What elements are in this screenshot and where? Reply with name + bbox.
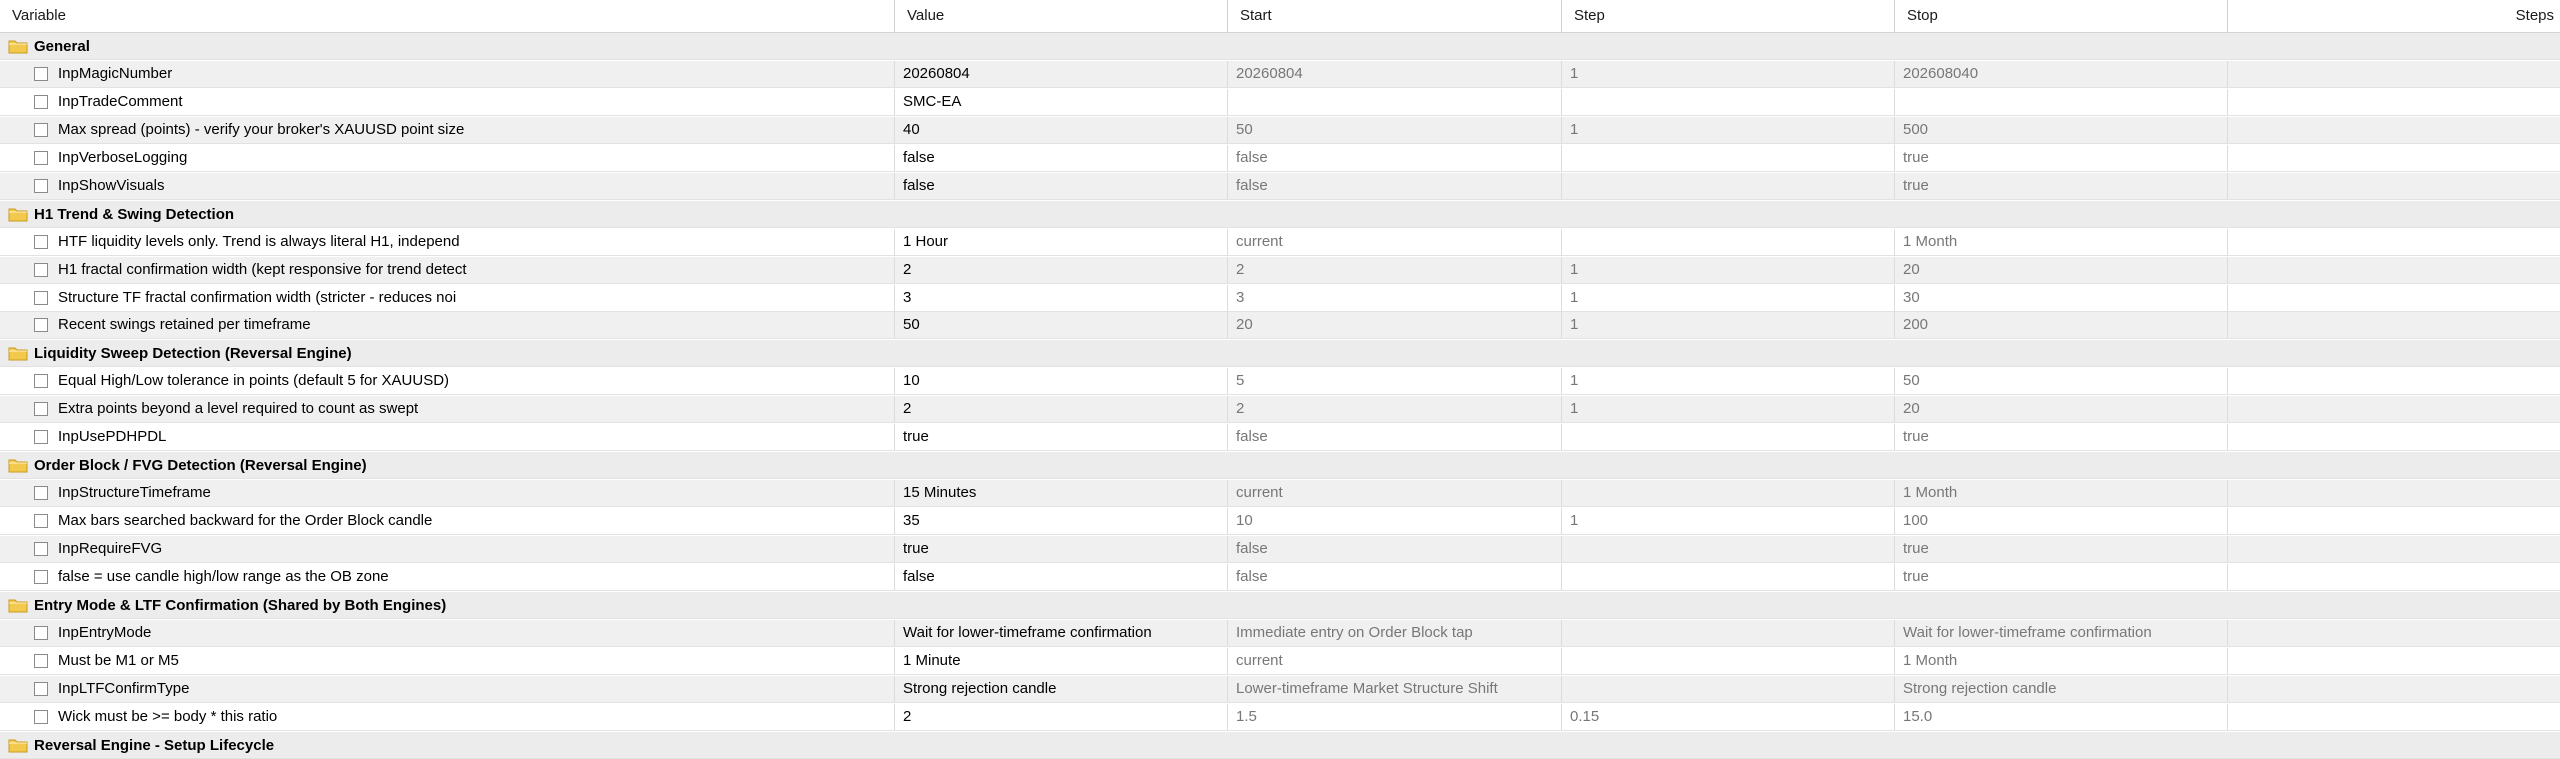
- steps-cell[interactable]: [2228, 173, 2560, 199]
- value-cell[interactable]: 3: [895, 285, 1228, 311]
- start-cell[interactable]: false: [1228, 424, 1562, 450]
- variable-name: Equal High/Low tolerance in points (default 5 for XAUUSD): [58, 372, 450, 389]
- column-header-variable[interactable]: Variable: [0, 0, 895, 32]
- variable-name: H1 fractal confirmation width (kept responsive for trend detect: [58, 261, 467, 278]
- optimize-checkbox[interactable]: [34, 514, 48, 528]
- value-cell[interactable]: 2: [895, 257, 1228, 283]
- column-header-stop[interactable]: Stop: [1895, 0, 2228, 32]
- parameter-row[interactable]: [0, 229, 2560, 256]
- steps-cell[interactable]: [2228, 61, 2560, 87]
- parameter-row[interactable]: [0, 620, 2560, 647]
- group-row[interactable]: [0, 732, 2560, 759]
- value-cell[interactable]: 35: [895, 508, 1228, 534]
- variable-cell: [0, 285, 895, 311]
- value-cell[interactable]: Strong rejection candle: [895, 676, 1228, 702]
- steps-cell[interactable]: [2228, 676, 2560, 702]
- steps-cell[interactable]: [2228, 257, 2560, 283]
- steps-cell[interactable]: [2228, 480, 2560, 506]
- value-cell[interactable]: 50: [895, 312, 1228, 338]
- steps-cell[interactable]: [2228, 89, 2560, 115]
- step-cell[interactable]: [1562, 564, 1895, 590]
- optimize-checkbox[interactable]: [34, 402, 48, 416]
- start-cell[interactable]: 20260804: [1228, 61, 1562, 87]
- variable-name: InpEntryMode: [58, 624, 152, 641]
- steps-cell[interactable]: [2228, 564, 2560, 590]
- variable-cell: [0, 704, 895, 730]
- group-title: H1 Trend & Swing Detection: [34, 206, 235, 223]
- step-cell[interactable]: 1: [1562, 117, 1895, 143]
- column-header-value[interactable]: Value: [895, 0, 1228, 32]
- parameter-row[interactable]: [0, 312, 2560, 339]
- value-cell[interactable]: 1 Hour: [895, 229, 1228, 255]
- stop-cell[interactable]: Strong rejection candle: [1895, 676, 2228, 702]
- start-cell[interactable]: false: [1228, 173, 1562, 199]
- value-cell[interactable]: Wait for lower-timeframe confirmation: [895, 620, 1228, 646]
- variable-cell: [0, 480, 895, 506]
- step-cell[interactable]: 1: [1562, 396, 1895, 422]
- variable-name: InpStructureTimeframe: [58, 484, 211, 501]
- value-cell[interactable]: 1 Minute: [895, 648, 1228, 674]
- optimize-checkbox[interactable]: [34, 682, 48, 696]
- variable-name: Max spread (points) - verify your broker's XAUUSD point size: [58, 121, 465, 138]
- step-cell[interactable]: 1: [1562, 257, 1895, 283]
- start-cell[interactable]: 5: [1228, 368, 1562, 394]
- step-cell[interactable]: [1562, 480, 1895, 506]
- folder-icon: [8, 39, 28, 54]
- optimize-checkbox[interactable]: [34, 570, 48, 584]
- start-cell[interactable]: 1.5: [1228, 704, 1562, 730]
- variable-name: Must be M1 or M5: [58, 652, 179, 669]
- stop-cell[interactable]: 1 Month: [1895, 648, 2228, 674]
- step-cell[interactable]: [1562, 676, 1895, 702]
- group-title: Order Block / FVG Detection (Reversal Engine): [34, 457, 367, 474]
- parameter-row[interactable]: [0, 368, 2560, 395]
- optimize-checkbox[interactable]: [34, 291, 48, 305]
- stop-cell[interactable]: true: [1895, 424, 2228, 450]
- variable-name: Max bars searched backward for the Order Block candle: [58, 512, 433, 529]
- steps-cell[interactable]: [2228, 704, 2560, 730]
- steps-cell[interactable]: [2228, 285, 2560, 311]
- optimize-checkbox[interactable]: [34, 151, 48, 165]
- stop-cell[interactable]: true: [1895, 173, 2228, 199]
- folder-icon: [8, 458, 28, 473]
- optimize-checkbox[interactable]: [34, 318, 48, 332]
- parameter-row[interactable]: [0, 257, 2560, 284]
- stop-cell[interactable]: 100: [1895, 508, 2228, 534]
- steps-cell[interactable]: [2228, 117, 2560, 143]
- variable-name: InpRequireFVG: [58, 540, 163, 557]
- variable-cell: [0, 564, 895, 590]
- optimize-checkbox[interactable]: [34, 67, 48, 81]
- variable-name: InpTradeComment: [58, 93, 183, 110]
- step-cell[interactable]: [1562, 173, 1895, 199]
- value-cell[interactable]: 15 Minutes: [895, 480, 1228, 506]
- stop-cell[interactable]: true: [1895, 564, 2228, 590]
- step-cell[interactable]: [1562, 145, 1895, 171]
- parameter-row[interactable]: [0, 396, 2560, 423]
- steps-cell[interactable]: [2228, 145, 2560, 171]
- parameter-row[interactable]: [0, 536, 2560, 563]
- variable-cell: [0, 117, 895, 143]
- stop-cell[interactable]: [1895, 89, 2228, 115]
- optimize-checkbox[interactable]: [34, 626, 48, 640]
- folder-icon: [8, 738, 28, 753]
- steps-cell[interactable]: [2228, 508, 2560, 534]
- stop-cell[interactable]: 1 Month: [1895, 229, 2228, 255]
- start-cell[interactable]: 2: [1228, 257, 1562, 283]
- step-cell[interactable]: 1: [1562, 368, 1895, 394]
- steps-cell[interactable]: [2228, 424, 2560, 450]
- folder-icon: [8, 598, 28, 613]
- steps-cell[interactable]: [2228, 620, 2560, 646]
- variable-cell: [0, 145, 895, 171]
- step-cell[interactable]: 1: [1562, 285, 1895, 311]
- stop-cell[interactable]: Wait for lower-timeframe confirmation: [1895, 620, 2228, 646]
- variable-name: InpMagicNumber: [58, 65, 173, 82]
- group-row[interactable]: [0, 33, 2560, 60]
- start-cell[interactable]: current: [1228, 648, 1562, 674]
- optimize-checkbox[interactable]: [34, 263, 48, 277]
- optimize-checkbox[interactable]: [34, 95, 48, 109]
- variable-name: false = use candle high/low range as the OB zone: [58, 568, 389, 585]
- value-cell[interactable]: 2: [895, 396, 1228, 422]
- variable-name: Wick must be >= body * this ratio: [58, 708, 278, 725]
- optimize-checkbox[interactable]: [34, 374, 48, 388]
- stop-cell[interactable]: 30: [1895, 285, 2228, 311]
- step-cell[interactable]: [1562, 424, 1895, 450]
- variable-name: InpUsePDHPDL: [58, 428, 167, 445]
- stop-cell[interactable]: 15.0: [1895, 704, 2228, 730]
- start-cell[interactable]: [1228, 89, 1562, 115]
- value-cell[interactable]: true: [895, 536, 1228, 562]
- variable-cell: [0, 61, 895, 87]
- variable-cell: [0, 89, 895, 115]
- variable-name: HTF liquidity levels only. Trend is always literal H1, independ: [58, 233, 460, 250]
- variable-name: InpShowVisuals: [58, 177, 165, 194]
- start-cell[interactable]: 10: [1228, 508, 1562, 534]
- stop-cell[interactable]: 50: [1895, 368, 2228, 394]
- step-cell[interactable]: 1: [1562, 61, 1895, 87]
- steps-cell[interactable]: [2228, 536, 2560, 562]
- value-cell[interactable]: SMC-EA: [895, 89, 1228, 115]
- group-row[interactable]: [0, 201, 2560, 228]
- parameter-row[interactable]: [0, 480, 2560, 507]
- stop-cell[interactable]: 1 Month: [1895, 480, 2228, 506]
- step-cell[interactable]: [1562, 648, 1895, 674]
- start-cell[interactable]: false: [1228, 536, 1562, 562]
- parameter-row[interactable]: [0, 508, 2560, 535]
- column-header-steps[interactable]: Steps: [2515, 7, 2554, 24]
- optimize-checkbox[interactable]: [34, 710, 48, 724]
- value-cell[interactable]: 40: [895, 117, 1228, 143]
- variable-cell: [0, 257, 895, 283]
- group-title: Entry Mode & LTF Confirmation (Shared by Both Engines): [34, 597, 447, 614]
- variable-cell: [0, 396, 895, 422]
- stop-cell[interactable]: true: [1895, 145, 2228, 171]
- parameter-row[interactable]: [0, 173, 2560, 200]
- optimize-checkbox[interactable]: [34, 123, 48, 137]
- variable-cell: [0, 508, 895, 534]
- variable-name: Recent swings retained per timeframe: [58, 316, 311, 333]
- group-title: Reversal Engine - Setup Lifecycle: [34, 737, 275, 754]
- start-cell[interactable]: 2: [1228, 396, 1562, 422]
- stop-cell[interactable]: 202608040: [1895, 61, 2228, 87]
- step-cell[interactable]: [1562, 536, 1895, 562]
- parameter-row[interactable]: [0, 676, 2560, 703]
- stop-cell[interactable]: 200: [1895, 312, 2228, 338]
- stop-cell[interactable]: true: [1895, 536, 2228, 562]
- start-cell[interactable]: 3: [1228, 285, 1562, 311]
- start-cell[interactable]: 50: [1228, 117, 1562, 143]
- value-cell[interactable]: false: [895, 145, 1228, 171]
- start-cell[interactable]: 20: [1228, 312, 1562, 338]
- column-header-step[interactable]: Step: [1562, 0, 1895, 32]
- step-cell[interactable]: 0.15: [1562, 704, 1895, 730]
- value-cell[interactable]: true: [895, 424, 1228, 450]
- parameter-row[interactable]: [0, 61, 2560, 88]
- parameter-row[interactable]: [0, 564, 2560, 591]
- parameter-row[interactable]: [0, 648, 2560, 675]
- parameter-row[interactable]: [0, 285, 2560, 312]
- group-row[interactable]: [0, 592, 2560, 619]
- variable-name: InpVerboseLogging: [58, 149, 188, 166]
- step-cell[interactable]: 1: [1562, 508, 1895, 534]
- value-cell[interactable]: 10: [895, 368, 1228, 394]
- parameter-row[interactable]: [0, 89, 2560, 116]
- steps-cell[interactable]: [2228, 396, 2560, 422]
- parameter-row[interactable]: [0, 145, 2560, 172]
- steps-cell[interactable]: [2228, 648, 2560, 674]
- value-cell[interactable]: false: [895, 173, 1228, 199]
- variable-name: Structure TF fractal confirmation width (stricter - reduces noi: [58, 289, 457, 306]
- start-cell[interactable]: current: [1228, 229, 1562, 255]
- steps-cell[interactable]: [2228, 368, 2560, 394]
- variable-cell: [0, 676, 895, 702]
- step-cell[interactable]: [1562, 620, 1895, 646]
- variable-cell: [0, 648, 895, 674]
- grid-header: [0, 0, 2560, 33]
- value-cell[interactable]: 2: [895, 704, 1228, 730]
- folder-icon: [8, 207, 28, 222]
- column-header-start[interactable]: Start: [1228, 0, 1562, 32]
- start-cell[interactable]: current: [1228, 480, 1562, 506]
- start-cell[interactable]: false: [1228, 145, 1562, 171]
- variable-cell: [0, 229, 895, 255]
- variable-cell: [0, 368, 895, 394]
- start-cell[interactable]: Lower-timeframe Market Structure Shift: [1228, 676, 1562, 702]
- variable-cell: [0, 312, 895, 338]
- stop-cell[interactable]: 20: [1895, 396, 2228, 422]
- folder-icon: [8, 346, 28, 361]
- stop-cell[interactable]: 500: [1895, 117, 2228, 143]
- step-cell[interactable]: [1562, 229, 1895, 255]
- start-cell[interactable]: false: [1228, 564, 1562, 590]
- parameter-row[interactable]: [0, 704, 2560, 731]
- parameter-row[interactable]: [0, 117, 2560, 144]
- steps-cell[interactable]: [2228, 229, 2560, 255]
- start-cell[interactable]: Immediate entry on Order Block tap: [1228, 620, 1562, 646]
- optimize-checkbox[interactable]: [34, 430, 48, 444]
- value-cell[interactable]: false: [895, 564, 1228, 590]
- group-row[interactable]: [0, 452, 2560, 479]
- optimize-checkbox[interactable]: [34, 542, 48, 556]
- group-title: Liquidity Sweep Detection (Reversal Engine): [34, 345, 352, 362]
- variable-name: Extra points beyond a level required to count as swept: [58, 400, 419, 417]
- variable-cell: [0, 173, 895, 199]
- parameter-row[interactable]: [0, 424, 2560, 451]
- group-row[interactable]: [0, 340, 2560, 367]
- value-cell[interactable]: 20260804: [895, 61, 1228, 87]
- optimize-checkbox[interactable]: [34, 654, 48, 668]
- variable-cell: [0, 620, 895, 646]
- variable-cell: [0, 424, 895, 450]
- optimize-checkbox[interactable]: [34, 235, 48, 249]
- group-title: General: [34, 38, 90, 55]
- optimize-checkbox[interactable]: [34, 486, 48, 500]
- steps-cell[interactable]: [2228, 312, 2560, 338]
- variable-cell: [0, 536, 895, 562]
- step-cell[interactable]: [1562, 89, 1895, 115]
- stop-cell[interactable]: 20: [1895, 257, 2228, 283]
- step-cell[interactable]: 1: [1562, 312, 1895, 338]
- variable-name: InpLTFConfirmType: [58, 680, 190, 697]
- optimize-checkbox[interactable]: [34, 179, 48, 193]
